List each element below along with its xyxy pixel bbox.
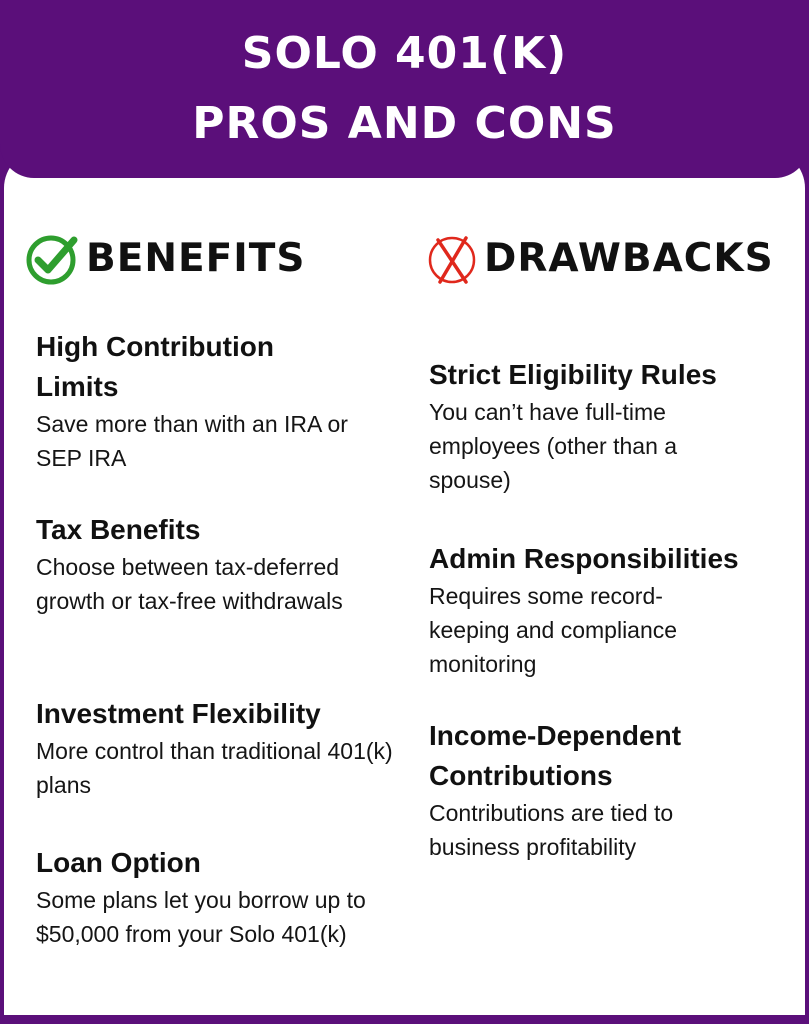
benefit-desc: Some plans let you borrow up to $50,000 from your Solo 401(k) — [36, 887, 366, 947]
benefit-desc: Save more than with an IRA or SEP IRA — [36, 411, 348, 471]
benefits-heading-label: BENEFITS — [86, 235, 306, 281]
drawback-item — [429, 716, 789, 864]
benefit-title: Investment Flexibility — [36, 698, 321, 729]
header-banner — [0, 0, 809, 178]
drawback-item — [429, 355, 789, 497]
benefit-desc: Choose between tax-deferred growth or tax-free withdrawals — [36, 554, 343, 614]
benefit-title: Loan Option — [36, 847, 201, 878]
benefit-title: Tax Benefits — [36, 514, 201, 545]
page-title-line-1: SOLO 401(K) — [241, 28, 568, 79]
benefit-item — [36, 843, 396, 951]
benefits-heading — [24, 228, 306, 288]
drawback-item — [429, 539, 789, 681]
drawback-title: Strict Eligibility Rules — [429, 359, 717, 390]
drawback-desc: You can’t have full-time employees (other than a spouse) — [429, 399, 678, 493]
drawback-title: Admin Responsibilities — [429, 543, 739, 574]
benefit-desc: More control than traditional 401(k) plans — [36, 738, 393, 798]
benefit-item — [36, 327, 396, 475]
page-title-line-2: PROS AND CONS — [192, 98, 617, 149]
drawback-desc: Contributions are tied to business profitability — [429, 800, 674, 860]
benefit-item — [36, 510, 396, 618]
benefit-item — [36, 694, 396, 802]
drawbacks-heading — [426, 228, 774, 288]
drawback-desc: Requires some record-keeping and compliance monitoring — [429, 583, 678, 677]
benefit-title: High Contribution Limits — [36, 331, 274, 402]
x-circle-icon — [426, 230, 478, 286]
check-circle-icon — [24, 230, 80, 286]
drawback-title: Income-Dependent Contributions — [429, 720, 682, 791]
drawbacks-heading-label: DRAWBACKS — [484, 235, 774, 281]
